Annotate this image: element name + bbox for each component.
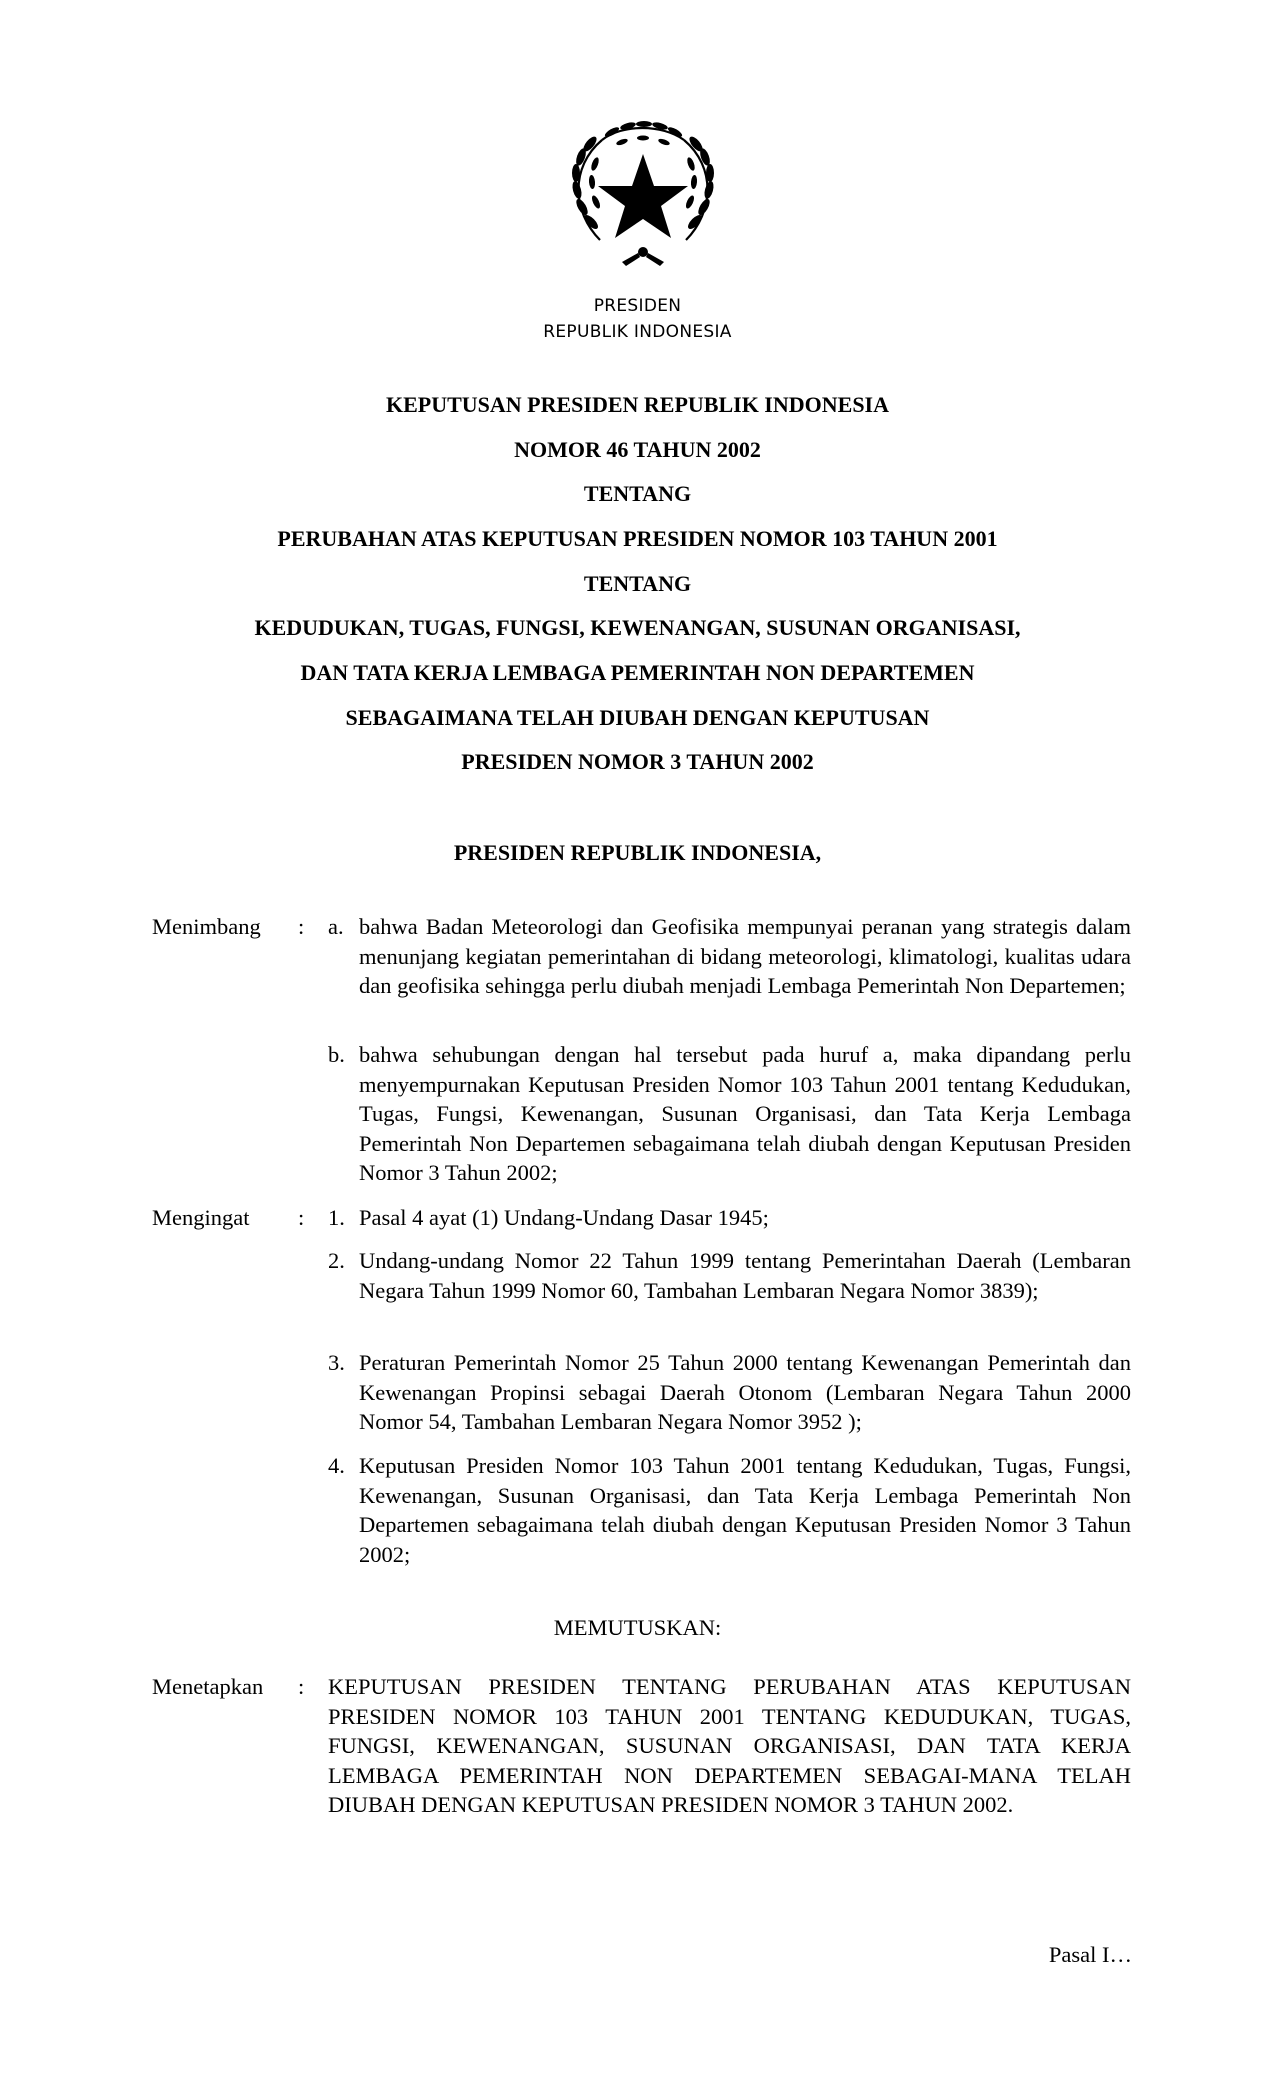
issuer-heading: PRESIDEN REPUBLIK INDONESIA, [453,840,822,865]
title-line: PERUBAHAN ATAS KEPUTUSAN PRESIDEN NOMOR 103 TAHUN 2001 [277,526,998,551]
title-line: PRESIDEN NOMOR 3 TAHUN 2002 [461,749,814,774]
menimbang-marker-a: a. [328,914,344,939]
menimbang-colon: : [298,914,305,939]
title-line: KEPUTUSAN PRESIDEN REPUBLIK INDONESIA [385,392,890,417]
menetapkan-colon: : [298,1674,305,1699]
mengingat-label: Mengingat [152,1205,250,1230]
presidential-emblem-icon [562,112,724,274]
title-line: NOMOR 46 TAHUN 2002 [514,437,761,462]
mengingat-marker-1: 1. [328,1205,345,1230]
menimbang-marker-b: b. [328,1042,345,1067]
title-line: TENTANG [583,481,692,506]
menimbang-label: Menimbang [152,914,261,939]
mengingat-item-3: Peraturan Pemerintah Nomor 25 Tahun 2000 tentang Kewenangan Pemerintah dan Kewenangan Propinsi sebagai Daerah Otonom (Lembaran Negara Tahun 2000 Nomor 54, Tambahan Lembaran Negara Nomor 3952 ); [359,1350,1131,1435]
title-line: KEDUDUKAN, TUGAS, FUNGSI, KEWENANGAN, SUSUNAN ORGANISASI, [254,615,1021,640]
memutuskan-heading: MEMUTUSKAN: [553,1615,722,1640]
menimbang-item-a: bahwa Badan Meteorologi dan Geofisika mempunyai peranan yang strategis dalam menunjang kegiatan pemerintahan di bidang meteorologi, klimatologi, kualitas udara dan geofisika sehingga perlu diubah menjadi Lembaga Pemerintah Non Departemen; [359,914,1131,999]
mengingat-marker-3: 3. [328,1350,345,1375]
mengingat-item-1: Pasal 4 ayat (1) Undang-Undang Dasar 1945; [359,1205,769,1230]
title-line: DAN TATA KERJA LEMBAGA PEMERINTAH NON DEPARTEMEN [300,660,975,685]
menetapkan-label: Menetapkan [152,1674,264,1699]
header-republik-indonesia: REPUBLIK INDONESIA [543,322,732,342]
title-line: TENTANG [583,571,692,596]
mengingat-marker-4: 4. [328,1453,345,1478]
mengingat-item-4: Keputusan Presiden Nomor 103 Tahun 2001 tentang Kedudukan, Tugas, Fungsi, Kewenangan, Susunan Organisasi, dan Tata Kerja Lembaga Pemerintah Non Departemen sebagaimana telah diubah dengan Keputusan Presiden Nomor 3 Tahun 2002; [359,1453,1131,1567]
title-line: SEBAGAIMANA TELAH DIUBAH DENGAN KEPUTUSAN [345,705,930,730]
header-presiden: PRESIDEN [593,296,682,316]
menetapkan-text: KEPUTUSAN PRESIDEN TENTANG PERUBAHAN ATAS KEPUTUSAN PRESIDEN NOMOR 103 TAHUN 2001 TENTANG KEDUDUKAN, TUGAS, FUNGSI, KEWENANGAN, SUSUNAN ORGANISASI, DAN TATA KERJA LEMBAGA PEMERINTAH NON DEPARTEMEN SEBAGAI-MANA TELAH DIUBAH DENGAN KEPUTUSAN PRESIDEN NOMOR 3 TAHUN 2002. [328,1674,1131,1818]
page-continuation: Pasal I… [1048,1942,1132,1967]
mengingat-marker-2: 2. [328,1248,345,1273]
menimbang-item-b: bahwa sehubungan dengan hal tersebut pada huruf a, maka dipandang perlu menyempurnakan Keputusan Presiden Nomor 103 Tahun 2001 tentang Kedudukan, Tugas, Fungsi, Kewenangan, Susunan Organisasi, dan Tata Kerja Lembaga Pemerintah Non Departemen sebagaimana telah diubah dengan Keputusan Presiden Nomor 3 Tahun 2002; [359,1042,1131,1186]
mengingat-item-2: Undang-undang Nomor 22 Tahun 1999 tentang Pemerintahan Daerah (Lembaran Negara Tahun 1999 Nomor 60, Tambahan Lembaran Negara Nomor 3839); [359,1248,1131,1303]
mengingat-colon: : [298,1205,305,1230]
